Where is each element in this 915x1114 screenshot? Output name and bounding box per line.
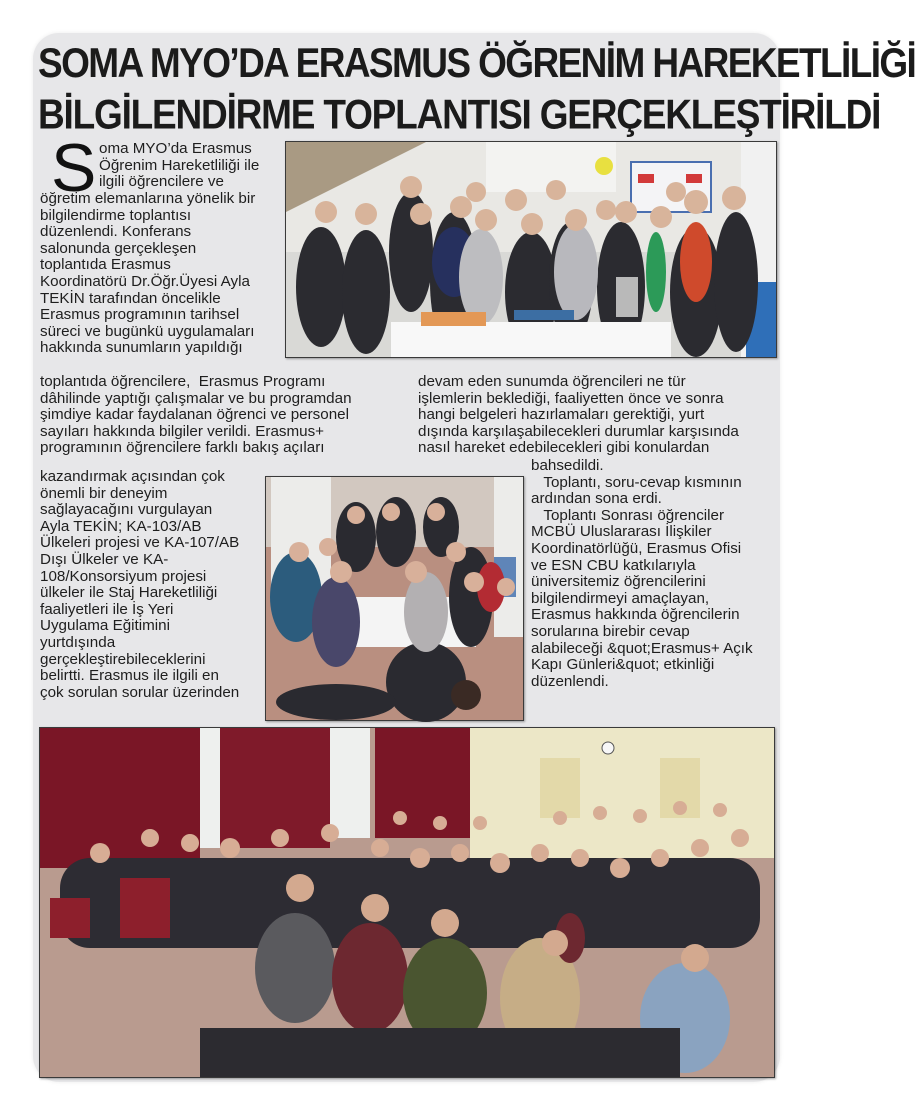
text-line: Toplantı Sonrası öğrenciler <box>531 506 725 524</box>
text-line: faaliyetleri ile İş Yeri <box>40 600 174 618</box>
text-line: 108/Konsorsiyum projesi <box>40 567 207 585</box>
column2-bottom <box>531 458 779 690</box>
text-line: çok sorulan sorular üzerinden <box>40 683 240 701</box>
text-line: toplantıda Erasmus <box>40 256 171 274</box>
text-line: düzenlendi. Konferans <box>40 223 192 241</box>
column1-top <box>40 191 282 357</box>
headline-line-2: BİLGİLENDİRME TOPLANTISI GERÇEKLEŞTİRİLDİ <box>38 91 881 138</box>
text-line: sağlayacağını vurgulayan <box>40 501 213 519</box>
text-line: Ülkeleri projesi ve KA-107/AB <box>40 534 240 552</box>
text-line: programının öğrencilere farklı bakış açıları <box>40 439 325 457</box>
column2-top <box>418 374 778 457</box>
text-line: nasıl hareket edebilecekleri gibi konulardan <box>418 439 710 457</box>
column1-bottom <box>40 469 262 701</box>
text-line: devam eden sunumda öğrencileri ne tür <box>418 373 686 390</box>
text-line: Toplantı, soru-cevap kısmının <box>531 473 742 491</box>
column1-intro <box>99 141 284 191</box>
drop-cap: S <box>51 130 97 206</box>
students-table-photo-image <box>266 477 523 720</box>
text-line: hakkında sunumların yapıldığı <box>40 339 243 357</box>
text-line: salonunda gerçekleşen <box>40 239 197 257</box>
text-line: dâhilinde yaptığı çalışmalar ve bu programdan <box>40 389 352 407</box>
text-line: üniversitemiz öğrencilerini <box>531 573 706 591</box>
text-line: ardından sona erdi. <box>531 490 662 508</box>
text-line: kazandırmak açısından çok <box>40 468 225 485</box>
text-line: Dışı Ülkeler ve KA- <box>40 550 169 568</box>
text-line: TEKİN tarafından öncelikle <box>40 289 221 307</box>
text-line: ilgili öğrencilere ve <box>99 173 224 191</box>
text-line: Kapı Günleri&quot; etkinliği <box>531 656 715 674</box>
text-line: alabileceği &quot;Erasmus+ Açık <box>531 639 753 657</box>
text-line: Öğrenim Hareketliliği ile <box>99 156 260 174</box>
group-photo <box>285 141 777 358</box>
text-line: Erasmus programının tarihsel <box>40 306 240 324</box>
text-line: oma MYO’da Erasmus <box>99 140 252 157</box>
text-line: Koordinatörü Dr.Öğr.Üyesi Ayla <box>40 272 250 290</box>
text-line: düzenlendi. <box>531 672 609 690</box>
text-line: öğretim elemanlarına yönelik bir <box>40 190 256 207</box>
headline-line-1: SOMA MYO’DA ERASMUS ÖĞRENİM HAREKETLİLİĞİ <box>38 40 915 87</box>
text-line: önemli bir deneyim <box>40 484 168 502</box>
text-line: Ayla TEKİN; KA-103/AB <box>40 517 202 535</box>
text-line: gerçekleştirebileceklerini <box>40 650 206 668</box>
column1-wide <box>40 374 410 457</box>
text-line: hangi belgeleri hazırlamaları gerektiği, yurt <box>418 406 705 424</box>
text-line: Erasmus hakkında öğrencilerin <box>531 606 740 624</box>
text-line: bahsedildi. <box>531 457 604 474</box>
text-line: toplantıda öğrencilere, Erasmus Programı <box>40 373 326 390</box>
text-line: şimdiye kadar faydalanan öğrenci ve personel <box>40 406 349 424</box>
text-line: dışında karşılaşabilecekleri durumlar karşısında <box>418 422 739 440</box>
text-line: Uygulama Eğitimini <box>40 617 170 635</box>
text-line: işlemlerin beklediği, faaliyetten önce ve sonra <box>418 389 724 407</box>
text-line: süreci ve bugünkü uygulamaları <box>40 322 255 340</box>
text-line: yurtdışında <box>40 633 116 651</box>
text-line: belirtti. Erasmus ile ilgili en <box>40 667 219 685</box>
students-table-photo <box>265 476 524 721</box>
text-line: ülkeler ile Staj Hareketliliği <box>40 584 218 602</box>
text-line: sayıları hakkında bilgiler verildi. Erasmus+ <box>40 422 325 440</box>
auditorium-photo <box>39 727 775 1078</box>
group-photo-image <box>286 142 776 357</box>
auditorium-photo-image <box>40 728 774 1077</box>
text-line: MCBÜ Uluslararası İlişkiler <box>531 523 712 541</box>
text-line: bilgilendirmeyi amaçlayan, <box>531 589 710 607</box>
text-line: sorularına birebir cevap <box>531 622 690 640</box>
text-line: bilgilendirme toplantısı <box>40 206 192 224</box>
text-line: ve ESN CBU katkılarıyla <box>531 556 696 574</box>
text-line: Koordinatörlüğü, Erasmus Ofisi <box>531 539 742 557</box>
article-headline <box>38 38 915 141</box>
